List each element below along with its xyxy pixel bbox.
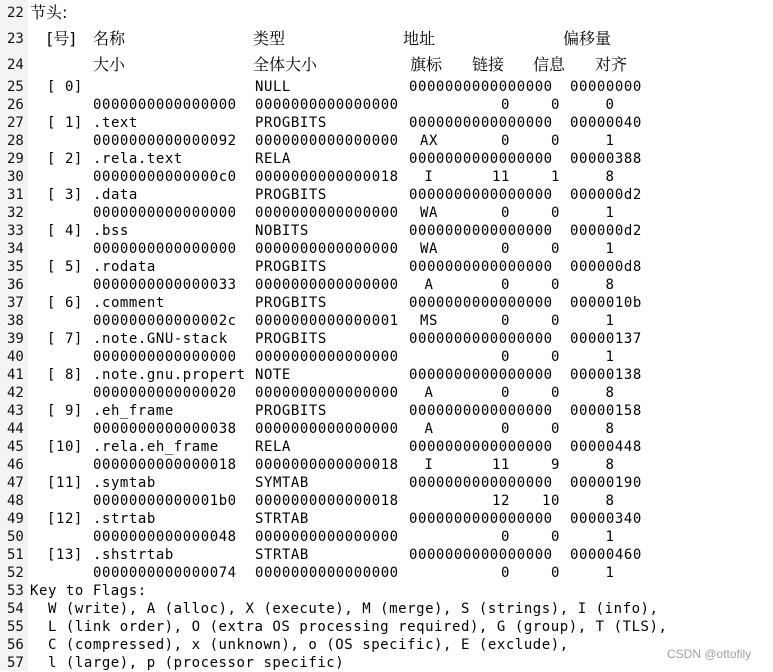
section-name: .symtab — [93, 475, 156, 491]
section-name: .strtab — [93, 511, 156, 527]
line-number: 51 — [7, 547, 24, 563]
section-entsize: 0000000000000018 — [255, 493, 399, 509]
section-row-secondary — [0, 420, 773, 438]
section-align: 1 — [605, 205, 615, 221]
section-index: [10] — [47, 439, 83, 455]
section-align: 8 — [605, 169, 615, 185]
header-index: [号] — [47, 29, 76, 48]
section-entsize: 0000000000000000 — [255, 529, 399, 545]
line-number: 35 — [7, 259, 24, 275]
section-row-secondary — [0, 96, 773, 114]
section-size: 0000000000000000 — [93, 97, 237, 113]
section-row-primary — [0, 474, 773, 492]
section-name: .data — [93, 187, 138, 203]
section-entsize: 0000000000000000 — [255, 349, 399, 365]
section-row-secondary — [0, 204, 773, 222]
line-number: 49 — [7, 511, 24, 527]
section-name: .shstrtab — [93, 547, 174, 563]
section-row-secondary — [0, 348, 773, 366]
section-offset: 00000340 — [570, 511, 642, 527]
key-text: Key to Flags: — [30, 583, 147, 599]
line-number: 30 — [7, 169, 24, 185]
section-info: 0 — [551, 529, 560, 545]
section-address: 0000000000000000 — [409, 511, 553, 527]
section-type: PROGBITS — [255, 115, 327, 131]
section-index: [11] — [47, 475, 83, 491]
section-index: [ 2] — [47, 151, 83, 167]
line-number: 54 — [7, 601, 24, 617]
section-name: .text — [93, 115, 138, 131]
section-row-primary — [0, 510, 773, 528]
line-number: 38 — [7, 313, 24, 329]
section-link: 11 — [492, 457, 510, 473]
section-info: 0 — [551, 277, 560, 293]
section-flags: A — [424, 421, 434, 437]
section-name: .bss — [93, 223, 129, 239]
section-info: 1 — [551, 169, 560, 185]
section-row-primary — [0, 114, 773, 132]
section-info: 9 — [551, 457, 560, 473]
key-line — [0, 600, 773, 618]
section-flags: A — [424, 277, 434, 293]
section-index: [12] — [47, 511, 83, 527]
section-offset: 000000d2 — [570, 187, 642, 203]
line-number: 53 — [7, 583, 24, 599]
section-align: 1 — [605, 241, 615, 257]
section-row-primary — [0, 222, 773, 240]
section-entsize: 0000000000000000 — [255, 241, 399, 257]
line-number: 57 — [7, 655, 24, 671]
section-size: 00000000000001b0 — [93, 493, 237, 509]
line-number: 29 — [7, 151, 24, 167]
line-number: 36 — [7, 277, 24, 293]
section-row-secondary — [0, 132, 773, 150]
section-link: 0 — [501, 529, 510, 545]
section-link: 0 — [501, 133, 510, 149]
section-row-secondary — [0, 384, 773, 402]
section-align: 1 — [605, 313, 615, 329]
section-align: 0 — [605, 97, 615, 113]
section-row-primary — [0, 258, 773, 276]
line-number: 40 — [7, 349, 24, 365]
section-align: 1 — [605, 349, 615, 365]
section-info: 0 — [551, 205, 560, 221]
line-number: 44 — [7, 421, 24, 437]
line-number: 55 — [7, 619, 24, 635]
section-size: 0000000000000038 — [93, 421, 237, 437]
section-type: PROGBITS — [255, 403, 327, 419]
section-entsize: 0000000000000001 — [255, 313, 399, 329]
section-row-secondary — [0, 528, 773, 546]
section-entsize: 0000000000000000 — [255, 97, 399, 113]
section-address: 0000000000000000 — [409, 403, 553, 419]
line-number: 32 — [7, 205, 24, 221]
line-number: 52 — [7, 565, 24, 581]
header-info: 信息 — [533, 55, 566, 74]
section-row-primary — [0, 186, 773, 204]
line-number: 27 — [7, 115, 24, 131]
key-to-flags — [0, 582, 773, 672]
header-row-2 — [0, 52, 773, 78]
line-number: 50 — [7, 529, 24, 545]
section-offset: 000000d2 — [570, 223, 642, 239]
section-entsize: 0000000000000018 — [255, 169, 399, 185]
key-line — [0, 654, 773, 672]
line-number: 43 — [7, 403, 24, 419]
section-size: 0000000000000000 — [93, 349, 237, 365]
section-size: 0000000000000000 — [93, 241, 237, 257]
section-align: 8 — [605, 421, 615, 437]
header-link: 链接 — [472, 55, 505, 74]
line-number: 48 — [7, 493, 24, 509]
section-size: 000000000000002c — [93, 313, 237, 329]
section-link: 0 — [501, 241, 510, 257]
section-index: [ 8] — [47, 367, 83, 383]
section-type: NOTE — [255, 367, 291, 383]
section-entsize: 0000000000000000 — [255, 385, 399, 401]
section-row-primary — [0, 438, 773, 456]
line-number: 22 — [7, 5, 24, 21]
section-link: 12 — [492, 493, 510, 509]
section-info: 0 — [551, 313, 560, 329]
section-address: 0000000000000000 — [409, 547, 553, 563]
header-type: 类型 — [253, 29, 286, 48]
section-offset: 00000040 — [570, 115, 642, 131]
section-info: 0 — [551, 565, 560, 581]
section-type: PROGBITS — [255, 187, 327, 203]
section-title-line — [0, 0, 773, 26]
section-title: 节头: — [30, 3, 68, 22]
section-size: 0000000000000033 — [93, 277, 237, 293]
section-align: 8 — [605, 493, 615, 509]
section-offset: 00000158 — [570, 403, 642, 419]
section-align: 1 — [605, 565, 615, 581]
section-name: .note.gnu.propert — [93, 367, 246, 383]
section-flags: WA — [420, 205, 438, 221]
header-row-1 — [0, 26, 773, 52]
section-address: 0000000000000000 — [409, 475, 553, 491]
section-type: NULL — [255, 79, 291, 95]
section-row-primary — [0, 150, 773, 168]
section-row-primary — [0, 366, 773, 384]
section-name: .rela.text — [93, 151, 183, 167]
section-offset: 00000000 — [570, 79, 642, 95]
section-align: 8 — [605, 385, 615, 401]
section-flags: WA — [420, 241, 438, 257]
line-number: 42 — [7, 385, 24, 401]
line-number: 39 — [7, 331, 24, 347]
key-text: W (write), A (alloc), X (execute), M (merge), S (strings), I (info), — [30, 601, 659, 617]
header-offset: 偏移量 — [563, 29, 612, 48]
section-entsize: 0000000000000000 — [255, 205, 399, 221]
header-entsize: 全体大小 — [253, 55, 318, 74]
section-flags: AX — [420, 133, 438, 149]
section-row-secondary — [0, 168, 773, 186]
line-number: 41 — [7, 367, 24, 383]
section-name: .rela.eh_frame — [93, 439, 219, 455]
key-text: l (large), p (processor specific) — [30, 655, 345, 671]
section-index: [ 9] — [47, 403, 83, 419]
section-offset: 00000190 — [570, 475, 642, 491]
section-offset: 00000460 — [570, 547, 642, 563]
section-offset: 00000388 — [570, 151, 642, 167]
line-number: 47 — [7, 475, 24, 491]
section-entsize: 0000000000000000 — [255, 565, 399, 581]
section-row-secondary — [0, 564, 773, 582]
section-index: [ 6] — [47, 295, 83, 311]
section-index: [ 3] — [47, 187, 83, 203]
section-align: 1 — [605, 133, 615, 149]
section-info: 0 — [551, 97, 560, 113]
section-type: PROGBITS — [255, 331, 327, 347]
section-size: 0000000000000092 — [93, 133, 237, 149]
line-number: 56 — [7, 637, 24, 653]
section-row-secondary — [0, 312, 773, 330]
section-link: 11 — [492, 169, 510, 185]
section-address: 0000000000000000 — [409, 295, 553, 311]
section-link: 0 — [501, 97, 510, 113]
section-flags: MS — [420, 313, 438, 329]
line-number: 28 — [7, 133, 24, 149]
section-offset: 000000d8 — [570, 259, 642, 275]
section-entsize: 0000000000000000 — [255, 133, 399, 149]
section-size: 0000000000000048 — [93, 529, 237, 545]
section-flags: I — [424, 457, 434, 473]
section-type: SYMTAB — [255, 475, 309, 491]
section-type: STRTAB — [255, 547, 309, 563]
line-number: 31 — [7, 187, 24, 203]
section-address: 0000000000000000 — [409, 259, 553, 275]
section-link: 0 — [501, 313, 510, 329]
section-index: [ 7] — [47, 331, 83, 347]
section-type: PROGBITS — [255, 295, 327, 311]
line-number: 26 — [7, 97, 24, 113]
header-flags: 旗标 — [410, 55, 443, 74]
key-line — [0, 582, 773, 600]
section-flags: A — [424, 385, 434, 401]
line-number: 33 — [7, 223, 24, 239]
key-line — [0, 636, 773, 654]
section-entsize: 0000000000000000 — [255, 277, 399, 293]
section-info: 0 — [551, 133, 560, 149]
section-address: 0000000000000000 — [409, 79, 553, 95]
header-align: 对齐 — [595, 55, 628, 74]
section-link: 0 — [501, 205, 510, 221]
section-row-secondary — [0, 492, 773, 510]
section-offset: 00000448 — [570, 439, 642, 455]
section-entsize: 0000000000000000 — [255, 421, 399, 437]
section-address: 0000000000000000 — [409, 223, 553, 239]
header-address: 地址 — [403, 29, 436, 48]
section-address: 0000000000000000 — [409, 115, 553, 131]
section-align: 8 — [605, 277, 615, 293]
line-number: 45 — [7, 439, 24, 455]
section-info: 0 — [551, 385, 560, 401]
key-line — [0, 618, 773, 636]
line-number: 46 — [7, 457, 24, 473]
section-flags: I — [424, 169, 434, 185]
section-name: .note.GNU-stack — [93, 331, 228, 347]
section-size: 0000000000000074 — [93, 565, 237, 581]
section-link: 0 — [501, 349, 510, 365]
section-type: RELA — [255, 439, 291, 455]
section-address: 0000000000000000 — [409, 367, 553, 383]
section-row-primary — [0, 294, 773, 312]
section-link: 0 — [501, 277, 510, 293]
section-offset: 00000137 — [570, 331, 642, 347]
section-row-primary — [0, 546, 773, 564]
line-number: 23 — [7, 31, 24, 47]
section-info: 10 — [542, 493, 560, 509]
section-offset: 0000010b — [570, 295, 642, 311]
section-address: 0000000000000000 — [409, 151, 553, 167]
section-address: 0000000000000000 — [409, 439, 553, 455]
section-info: 0 — [551, 421, 560, 437]
section-type: PROGBITS — [255, 259, 327, 275]
section-name: .rodata — [93, 259, 156, 275]
section-index: [ 1] — [47, 115, 83, 131]
section-name: .comment — [93, 295, 165, 311]
section-offset: 00000138 — [570, 367, 642, 383]
section-index: [ 0] — [47, 79, 83, 95]
section-type: RELA — [255, 151, 291, 167]
section-size: 0000000000000000 — [93, 205, 237, 221]
section-link: 0 — [501, 385, 510, 401]
section-type: STRTAB — [255, 511, 309, 527]
section-info: 0 — [551, 241, 560, 257]
line-number: 37 — [7, 295, 24, 311]
section-name: .eh_frame — [93, 403, 174, 419]
section-entsize: 0000000000000018 — [255, 457, 399, 473]
key-text: L (link order), O (extra OS processing required), G (group), T (TLS), — [30, 619, 668, 635]
header-name: 名称 — [93, 29, 126, 48]
section-info: 0 — [551, 349, 560, 365]
line-number: 24 — [7, 57, 24, 73]
section-link: 0 — [501, 565, 510, 581]
watermark: CSDN @ottofily — [667, 647, 752, 661]
key-text: C (compressed), x (unknown), o (OS specific), E (exclude), — [30, 637, 569, 653]
section-size: 00000000000000c0 — [93, 169, 237, 185]
section-index: [13] — [47, 547, 83, 563]
section-row-secondary — [0, 240, 773, 258]
section-address: 0000000000000000 — [409, 187, 553, 203]
section-row-secondary — [0, 456, 773, 474]
header-size: 大小 — [93, 55, 126, 74]
section-align: 8 — [605, 457, 615, 473]
section-address: 0000000000000000 — [409, 331, 553, 347]
section-type: NOBITS — [255, 223, 309, 239]
section-row-primary — [0, 402, 773, 420]
section-align: 1 — [605, 529, 615, 545]
section-table — [0, 78, 773, 582]
section-row-secondary — [0, 276, 773, 294]
line-number: 34 — [7, 241, 24, 257]
section-row-primary — [0, 330, 773, 348]
section-row-primary — [0, 78, 773, 96]
section-link: 0 — [501, 421, 510, 437]
section-size: 0000000000000020 — [93, 385, 237, 401]
section-index: [ 4] — [47, 223, 83, 239]
section-index: [ 5] — [47, 259, 83, 275]
section-size: 0000000000000018 — [93, 457, 237, 473]
line-number: 25 — [7, 79, 24, 95]
